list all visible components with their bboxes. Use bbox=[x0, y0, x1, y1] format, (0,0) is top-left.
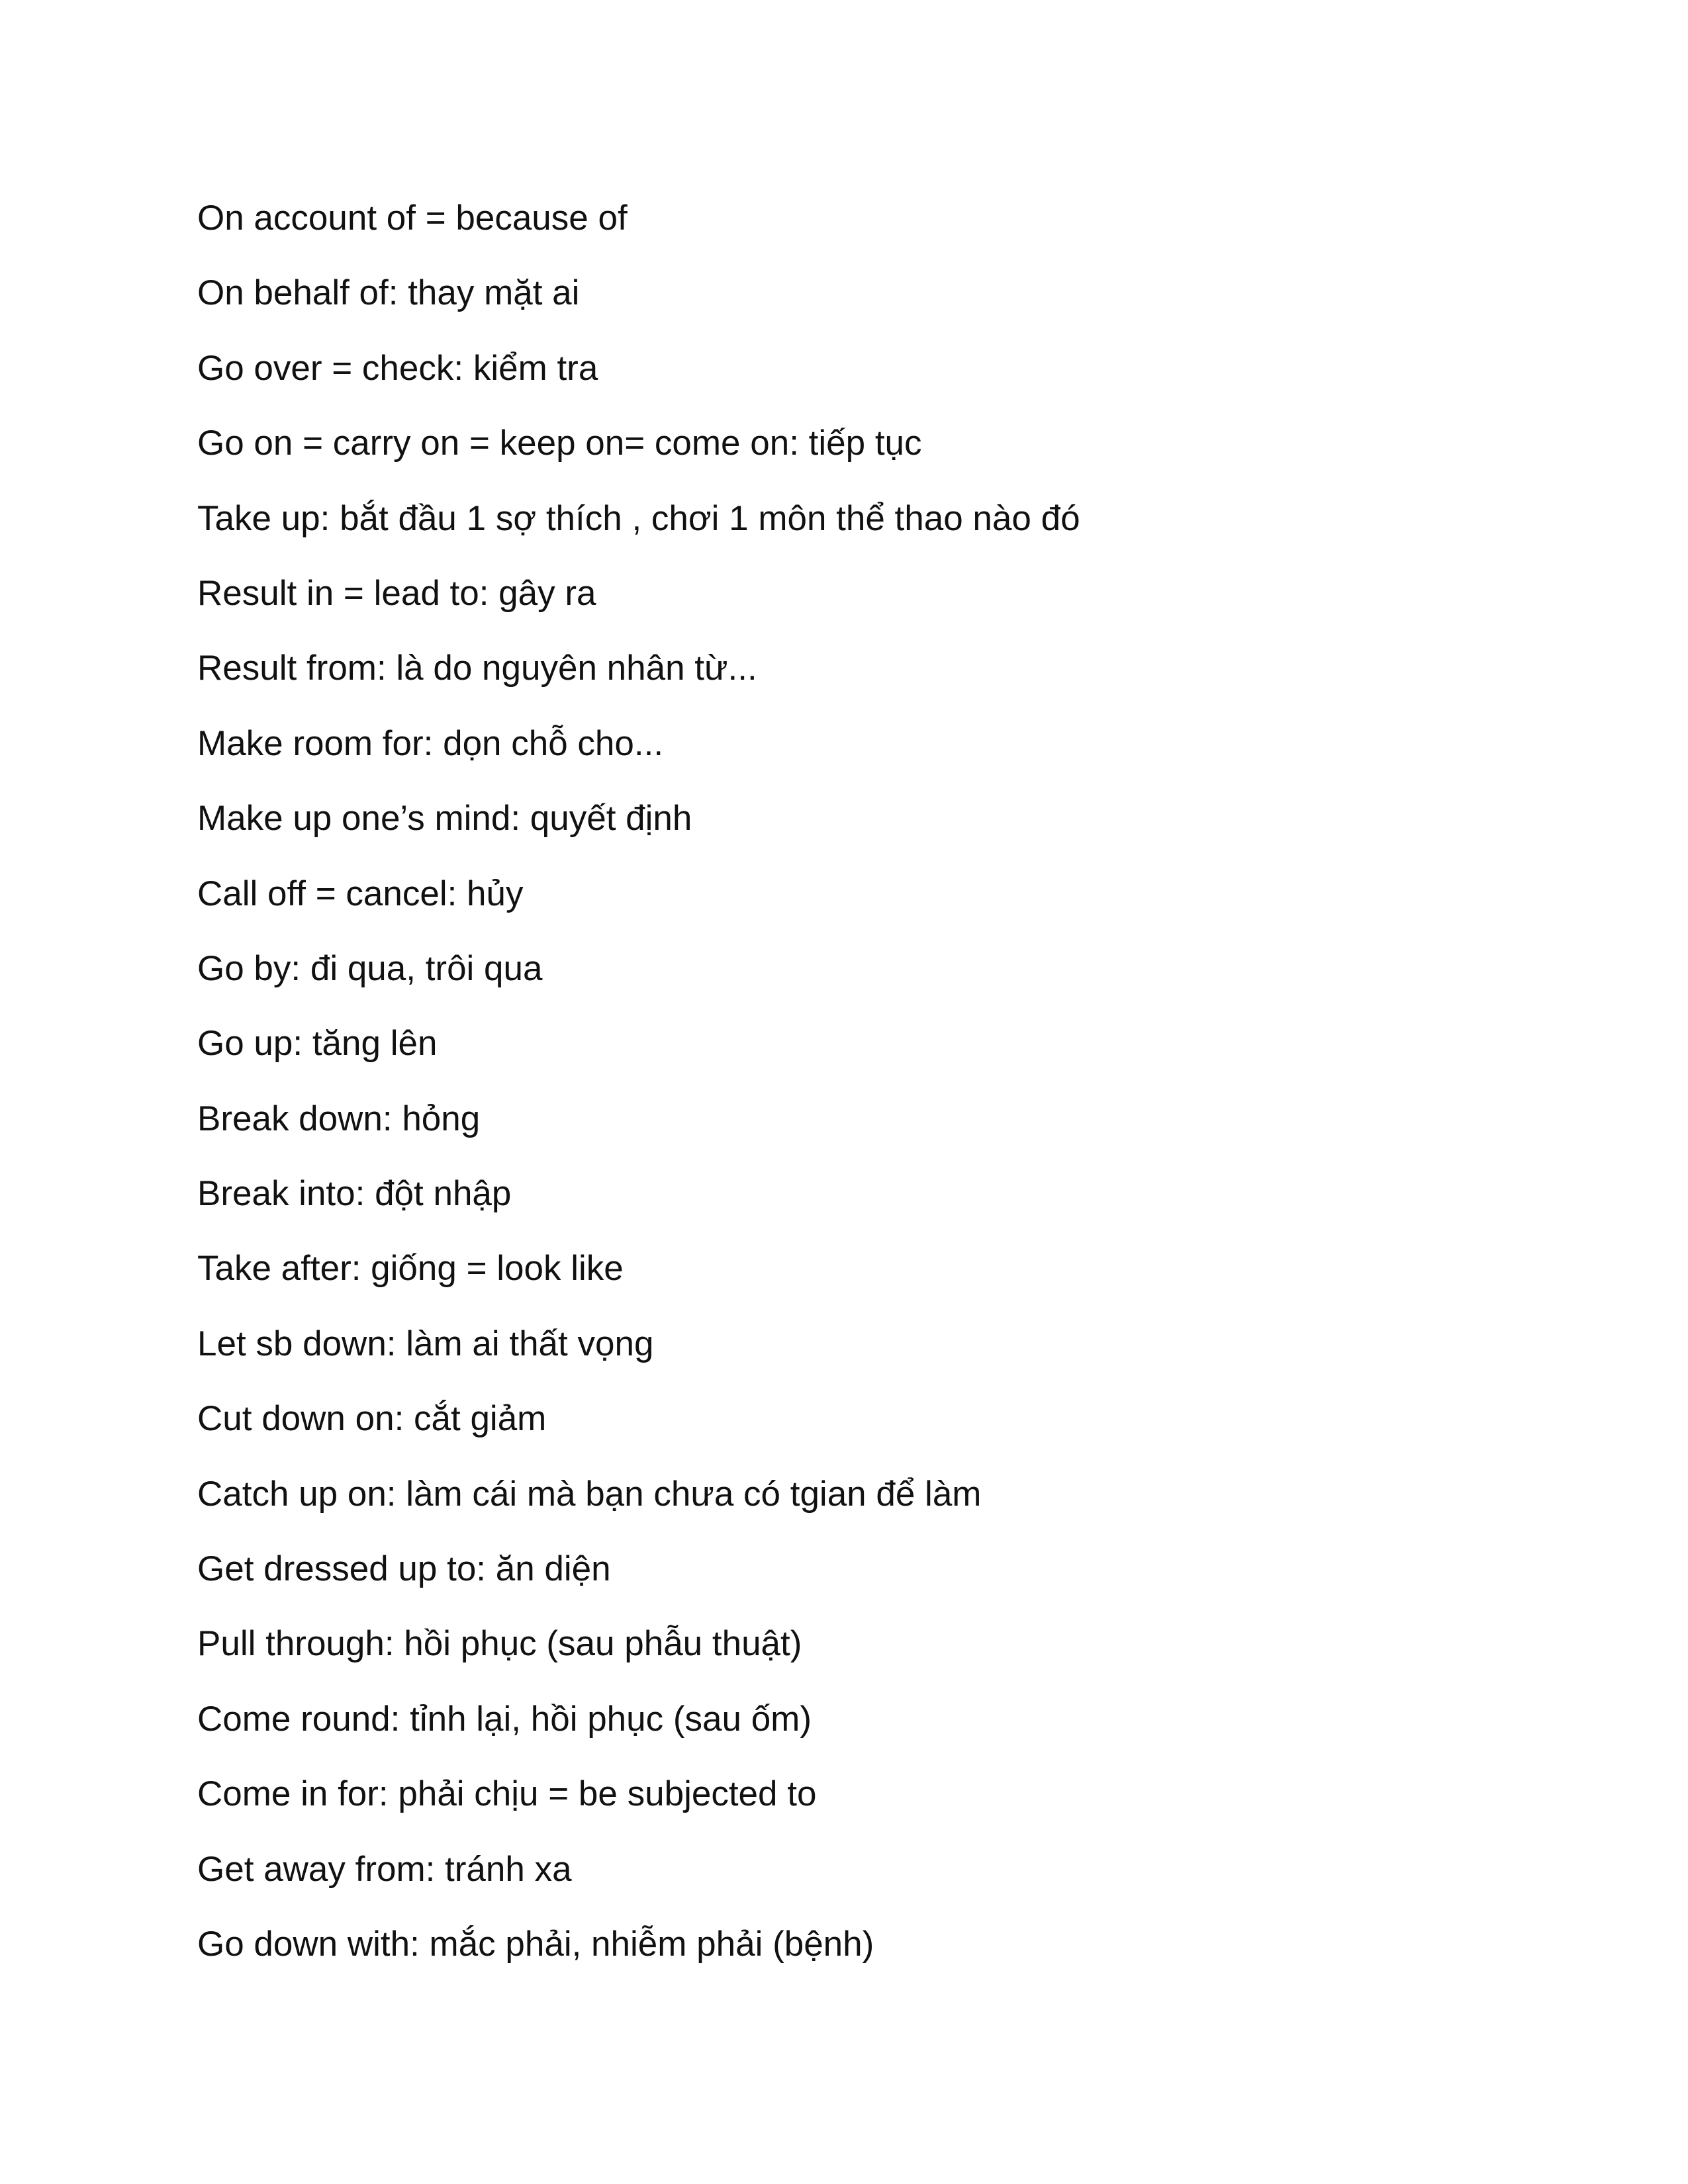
phrase-line: Go over = check: kiểm tra bbox=[197, 348, 598, 388]
phrase-line: Let sb down: làm ai thất vọng bbox=[197, 1324, 654, 1363]
phrase-line: Go by: đi qua, trôi qua bbox=[197, 948, 543, 988]
phrase-line: Make up one’s mind: quyết định bbox=[197, 799, 692, 839]
phrase-line: Make room for: dọn chỗ cho... bbox=[197, 723, 664, 763]
phrase-line: Go on = carry on = keep on= come on: tiếp tục bbox=[197, 424, 922, 463]
phrase-line: Come in for: phải chịu = be subjected to bbox=[197, 1774, 817, 1814]
phrase-line: Pull through: hồi phục (sau phẫu thuật) bbox=[197, 1624, 802, 1664]
phrase-line: On behalf of: thay mặt ai bbox=[197, 273, 580, 313]
phrase-line: Break down: hỏng bbox=[197, 1099, 481, 1138]
phrase-line: Come round: tỉnh lại, hồi phục (sau ốm) bbox=[197, 1699, 812, 1739]
phrase-line: Go up: tăng lên bbox=[197, 1024, 438, 1064]
phrase-line: Get away from: tránh xa bbox=[197, 1849, 572, 1889]
phrase-line: Break into: đột nhập bbox=[197, 1174, 512, 1214]
phrase-line: Cut down on: cắt giảm bbox=[197, 1399, 547, 1439]
phrase-line: Result in = lead to: gây ra bbox=[197, 573, 596, 613]
phrase-line: Catch up on: làm cái mà bạn chưa có tgian để làm bbox=[197, 1474, 982, 1514]
phrase-line: Result from: là do nguyên nhân từ... bbox=[197, 649, 757, 688]
phrase-line: Take up: bắt đầu 1 sợ thích , chơi 1 môn thể thao nào đó bbox=[197, 498, 1080, 538]
phrase-line: Take after: giống = look like bbox=[197, 1249, 624, 1289]
phrase-line: Go down with: mắc phải, nhiễm phải (bệnh) bbox=[197, 1924, 874, 1964]
phrase-line: On account of = because of bbox=[197, 199, 628, 238]
phrase-line: Get dressed up to: ăn diện bbox=[197, 1549, 611, 1589]
phrase-list bbox=[197, 192, 1587, 1993]
phrase-line: Call off = cancel: hủy bbox=[197, 874, 524, 913]
